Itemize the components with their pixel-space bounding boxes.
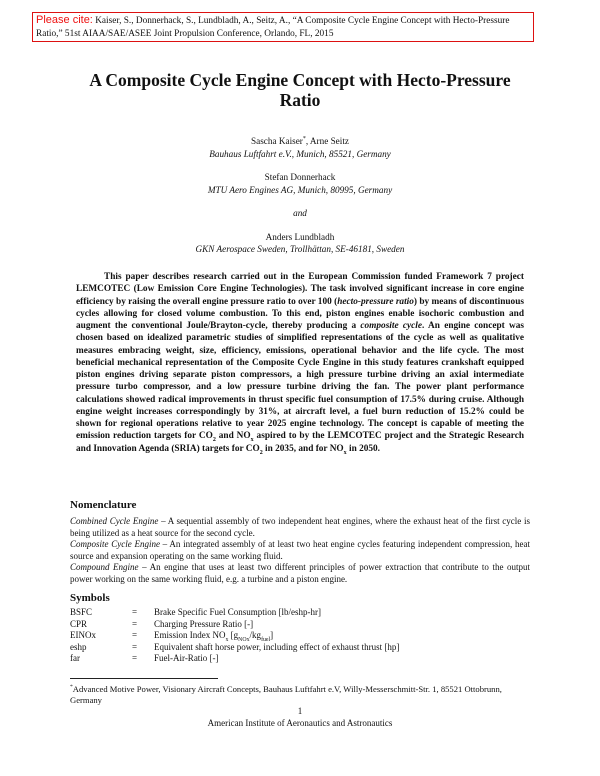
author-block [100, 135, 500, 256]
nomenclature-heading: Nomenclature [70, 499, 137, 511]
author-conjunction: and [293, 208, 307, 218]
nomenclature-item: Combined Cycle Engine – A sequential assembly of two independent heat engines, where the exhaust heat of the first cycle is being utilized as a heat source for the second cycle. [70, 516, 530, 538]
symbol-row: far = Fuel-Air-Ratio [-] [70, 653, 219, 664]
citation-label: Please cite: [36, 14, 93, 26]
affiliation-3: GKN Aerospace Sweden, Trollhättan, SE-46181, Sweden [195, 244, 405, 254]
affiliation-1: Bauhaus Luftfahrt e.V., Munich, 85521, Germany [209, 148, 391, 159]
symbol-row: BSFC = Brake Specific Fuel Consumption [lb/eshp-hr] [70, 607, 321, 617]
nomenclature-item: Compound Engine – An engine that uses at least two different principles of power extraction that contribute to the output power working on the same working fluid, e.g. a turbine and a piston engine. [70, 562, 530, 584]
nomenclature-list [70, 516, 530, 586]
abstract: This paper describes research carried out in the European Commission funded Framework 7 project LEMCOTEC (Low Emission Core Engine Technologies). The task involved significant increase in core engine efficiency by raising the overall engine pressure ratio to over 100 (hecto-pressure ratio) by means of discontinuous cycles allowing for closed volume combustion. To this end, piston engines enable isochoric combustion and augment the conventional Joule/Brayton-cycle, thereby producing a composite cycle. An engine concept was chosen based on idealized parametric studies of simplified representations of the cycle as well as qualitative measures embracing weight, size, efficiency, emissions, operational behavior and the life cycle. The most beneficial mechanical representation of the Composite Cycle Engine in this study features crankshaft equipped piston engines driving separate piston compressors, a high pressure turbine driving an axial intermediate pressure turbo compressor, and a low pressure turbine driving the fan. The power plant performance calculations showed radical improvements in thrust specific fuel consumption of 17.5% during cruise. Although engine weight increases correspondingly by 31%, at aircraft level, a fuel burn reduction of 15.2% could be shown for regional operations relative to year 2025 engine technology. The concept is capable of meeting the emission reduction targets for $CO_2$ and $NO_x$ aspired to by the LEMCOTEC project and the Strategic Research and Innovation Agenda (SRIA) targets for $CO_2$ in 2035, and for $NO_x$ in 2050. [76, 272, 524, 456]
footnote: *Advanced Motive Power, Visionary Aircraft Concepts, Bauhaus Luftfahrt e.V, Willy-Messerschmitt-Str. 1, 85521 Ottobrunn, Germany [70, 684, 502, 705]
symbol-row: EINOx = Emission Index $NO_x$ $[g_{NOx}/kg_{fuel}]$ [70, 630, 274, 643]
page-number: 1 [297, 706, 303, 716]
paper-title: A Composite Cycle Engine Concept with Hecto-Pressure Ratio [89, 70, 511, 110]
symbol-row: CPR = Charging Pressure Ratio [-] [70, 618, 254, 629]
author-line-2: Stefan Donnerhack [264, 172, 336, 182]
author-line-3: Anders Lundbladh [265, 231, 335, 242]
page-footer: American Institute of Aeronautics and Astronautics [207, 718, 393, 728]
nomenclature-item: Composite Cycle Engine – An integrated assembly of at least two heat engine cycles featuring independent compression, heat source and expansion operating on the same working fluid. [70, 539, 530, 561]
symbols-list [70, 607, 399, 665]
symbols-heading: Symbols [70, 592, 110, 604]
symbol-row: eshp = Equivalent shaft horse power, including effect of exhaust thrust [hp] [70, 641, 400, 652]
affiliation-2: MTU Aero Engines AG, Munich, 80995, Germany [207, 184, 393, 195]
author-line-1: Sascha Kaiser*, Arne Seitz [251, 135, 349, 146]
footnote-divider [70, 678, 218, 679]
citation-box [32, 12, 534, 42]
citation-text: Kaiser, S., Donnerhack, S., Lundbladh, A., Seitz, A., “A Composite Cycle Engine Concept with Hecto-Pressure Ratio,” 51st AIAA/SAE/ASEE Joint Propulsion Conference, Orlando, FL, 2015 [36, 16, 510, 39]
